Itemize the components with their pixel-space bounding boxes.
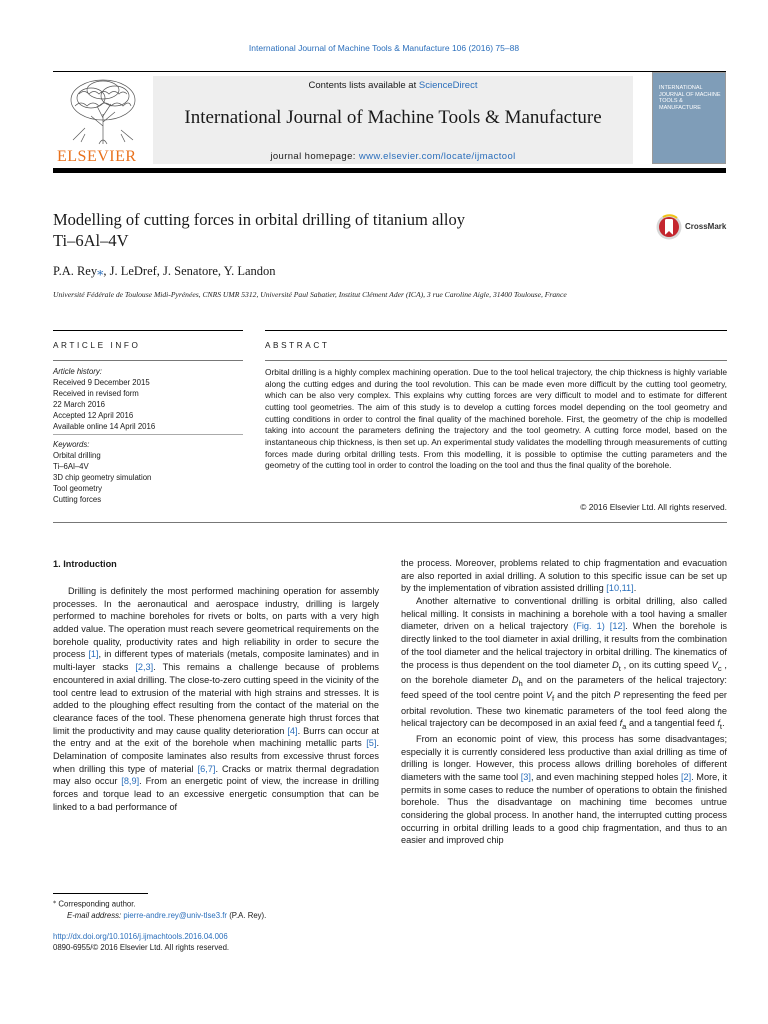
citation-link[interactable]: [6,7] <box>197 763 216 774</box>
citation-link[interactable]: [3] <box>520 771 531 782</box>
citation-link[interactable]: [10,11] <box>606 583 634 594</box>
history-item: Received in revised form <box>53 389 139 399</box>
history-item: Received 9 December 2015 <box>53 378 150 388</box>
figure-link[interactable]: (Fig. 1) <box>573 621 605 632</box>
abstract-divider <box>265 360 727 361</box>
citation-link[interactable]: [8,9] <box>121 776 140 787</box>
keywords: Keywords: Orbital drilling Ti–6Al–4V 3D chip geometry simulation Tool geometry Cutting forces <box>53 439 243 505</box>
affiliation: Université Fédérale de Toulouse Midi-Pyrénées, CNRS UMR 5312, Université Paul Sabatier, Institut Clément Ader (ICA), 3 rue Caroline Aigle, 31400 Toulouse, France <box>53 290 567 299</box>
homepage-link[interactable]: www.elsevier.com/locate/ijmactool <box>358 151 516 162</box>
paragraph: Another alternative to conventional drilling is orbital drilling, also called helical milling. It consists in machining a borehole with a tool having a smaller diameter, driven on a helical trajectory (Fig. 1) [12]. When the borehole is directly linked to the tool diameter in axial drilling, it results from the combination of the tool diameter and the helical trajectory in orbital drilling. The kinematics of the process is thus dependent on the tool diameter $D_t$ , on its cutting speed $V_c$ , on the borehole diameter $D_h$ and on the parameters of the helical trajectory: feed speed of the tool centre point $V_f$ and the pitch P representing the feed per orbital revolution. These two kinematic parameters of the tool feed along the helical trajectory can be decomposed in an axial feed $f_a$ and a tangential feed $f_t$. <box>401 596 727 732</box>
history-item: Available online 14 April 2016 <box>53 422 156 432</box>
keywords-divider <box>53 434 243 435</box>
abstract-copyright: © 2016 Elsevier Ltd. All rights reserved. <box>580 502 727 512</box>
front-matter-rule <box>53 522 727 523</box>
paragraph: Drilling is definitely the most performed machining operation for assembly processes. In the aeronautical and aerospace industry, drilling is largely performed to machine boreholes for rivets or bolts, on parts with a very high added value. The operation must reach severe geometrical requirements on the borehole quality, productivity rates and high reliability in order to secure the process [1], in different types of materials (metals, composite laminates) and in multi-layer stacks [2,3]. This remains a challenge because of problems encountered in axial drilling. The close-to-zero cutting speed in the vicinity of the tool centre lead to extrusion of the material with high strains and stresses. It is added to the ploughing effect resulting from the contact of the material on the clearance faces of the tool. These phenomena generate high thrust forces that limit the productivity and may cause quality deterioration [4]. Burrs can occur at the entry and at the exit of the borehole when machining metallic parts [5]. Delamination of composite laminates also results from excessive thrust forces when drilling this type of material [6,7]. Cracks or matrix thermal degradation may also occur [8,9]. From an energetic point of view, the increase in drilling forces and torque lead to an excessive energetic consumption that can be linked to a bad performance of <box>53 586 380 812</box>
keyword: Tool geometry <box>53 484 102 494</box>
body-column-right <box>401 557 727 847</box>
crossmark-badge[interactable] <box>655 213 735 241</box>
author-email-link[interactable]: pierre-andre.rey@univ-tlse3.fr <box>123 910 228 920</box>
crossmark-label: CrossMark <box>685 222 727 231</box>
citation-link[interactable]: [1] <box>88 649 99 660</box>
footnote: ⁎ Corresponding author. E-mail address: pierre-andre.rey@univ-tlse3.fr (P.A. Rey). <box>53 898 267 920</box>
author-name: P.A. Rey <box>53 264 98 278</box>
citation-link[interactable]: [2] <box>680 771 692 782</box>
citation-link[interactable]: [4] <box>287 725 298 736</box>
journal-title: International Journal of Machine Tools & Manufacture <box>184 107 602 128</box>
citation-link[interactable]: [12] <box>609 621 626 632</box>
paper-title: Modelling of cutting forces in orbital drilling of titanium alloy Ti–6Al–4V <box>53 210 465 250</box>
footnote-rule <box>53 893 148 894</box>
abstract-text: Orbital drilling is a highly complex machining operation. Due to the tool helical trajectory, the chip thickness is highly variable along the cutting edges and during the tool revolution. This can be made even more difficult by the cutting tool geometry, which can be also very complex. This explains why cutting forces are very difficult to model and to estimate for different cutting tool geometries. The aim of this study is to develop a cutting forces model depending on the tool geometry and cutting conditions in order to control the final quality of the machined borehole. First, the geometry of the chip is modelled taking into account the parameters defining the trajectory and the tool geometry. A cutting force model, based on the instantaneous chip thickness, is then set up. An experimental study validates the modelling through measurements of cutting forces made during orbital drilling tests. From this modelling, it is possible to optimise the cutting parameters and the geometry of the cutting tool in order to control the loading on the tool and thus the final quality of the borehole. <box>265 367 727 471</box>
doi-link[interactable]: http://dx.doi.org/10.1016/j.ijmachtools.2016.04.006 <box>53 932 228 941</box>
keyword: Cutting forces <box>53 495 102 505</box>
keyword: Ti–6Al–4V <box>53 462 89 472</box>
history-item: Accepted 12 April 2016 <box>53 411 134 421</box>
contents-line: Contents lists available at ScienceDirect <box>308 80 478 91</box>
history-item: 22 March 2016 <box>53 400 106 410</box>
tree-logo-icon <box>53 76 153 146</box>
cover-title: INTERNATIONAL JOURNAL OF MACHINE TOOLS & MANUFACTURE <box>659 85 721 111</box>
author-list: P.A. Rey⁎, J. LeDref, J. Senatore, Y. Landon <box>53 264 276 278</box>
crossmark-icon <box>655 213 683 241</box>
elsevier-logo[interactable] <box>53 76 153 166</box>
sciencedirect-link[interactable]: ScienceDirect <box>418 80 478 91</box>
article-info-divider <box>53 360 243 361</box>
section-heading-introduction: 1. Introduction <box>53 559 117 569</box>
article-info-heading: ARTICLE INFO <box>53 341 141 350</box>
issn-line: 0890-6955/© 2016 Elsevier Ltd. All rights reserved. <box>53 943 230 953</box>
doi-block <box>53 931 229 953</box>
keyword: 3D chip geometry simulation <box>53 473 152 483</box>
body-column-left <box>53 585 379 813</box>
paragraph: the process. Moreover, problems related to chip fragmentation and evacuation are also reported in axial drilling. A solution to this specific issue can be set up by the implementation of vibration assisted drilling [10,11]. <box>401 558 727 594</box>
journal-homepage: journal homepage: www.elsevier.com/locate/ijmactool <box>270 151 516 162</box>
publisher-name: ELSEVIER <box>57 148 137 165</box>
journal-citation[interactable]: International Journal of Machine Tools & Manufacture 106 (2016) 75–88 <box>248 43 520 53</box>
citation-link[interactable]: [2,3] <box>135 662 154 673</box>
abstract-heading: ABSTRACT <box>265 341 330 350</box>
corresponding-author-mark[interactable]: ⁎ <box>97 264 104 278</box>
citation-link[interactable]: [5] <box>366 738 377 749</box>
masthead-rule <box>53 168 726 173</box>
article-info-rule <box>53 330 243 331</box>
abstract-rule <box>265 330 727 331</box>
journal-cover-thumbnail[interactable] <box>652 72 726 164</box>
paragraph: From an economic point of view, this process has some disadvantages; especially it is currently considered less productive than axial drilling as time of drilling is longer. However, this process allows drilling boreholes of different diameters with the same tool [3], and even machining stepped holes [2]. More, it permits in some cases to reduce the number of operations to obtain the finished borehole. Thus the disadvantage on machining time becomes untrue considering the global process. In another hand, the interrupted cutting process occurring in orbital drilling leads to a good chip fragmentation, and thus to an easier and improved chip <box>401 733 727 846</box>
article-history: Article history: Received 9 December 2015 Received in revised form 22 March 2016 Accepted 12 April 2016 Available online 14 April 2016 <box>53 366 243 432</box>
keyword: Orbital drilling <box>53 451 101 461</box>
